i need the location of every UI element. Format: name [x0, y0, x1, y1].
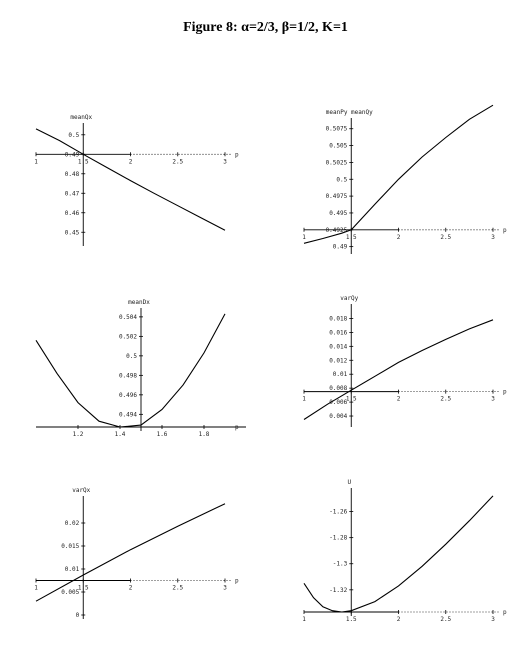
- x-axis-label: p: [503, 388, 507, 396]
- chart-meanDx: [30, 290, 245, 438]
- x-tick-label: 1: [302, 395, 306, 403]
- x-tick-label: 1.5: [345, 395, 357, 403]
- y-tick-label: 0.015: [61, 543, 80, 550]
- figure-title: Figure 8: α=2/3, β=1/2, K=1: [183, 20, 348, 35]
- x-axis-label: p: [235, 424, 239, 431]
- y-tick-label: 0.5075: [325, 125, 348, 133]
- y-tick-label: -1.26: [329, 508, 348, 516]
- x-axis-label: p: [235, 151, 239, 159]
- x-tick-label: 1.8: [198, 431, 210, 438]
- x-tick-label: 1.5: [77, 158, 89, 166]
- x-tick-label: 1: [34, 158, 38, 166]
- y-tick-label: 0.006: [329, 399, 348, 407]
- chart-meanPy-meanQy: [298, 100, 513, 258]
- y-tick-label: 0.502: [118, 333, 137, 341]
- y-tick-label: 0.005: [61, 589, 80, 596]
- chart-U: [298, 470, 513, 623]
- x-tick-label: 1: [302, 233, 306, 241]
- y-tick-label: 0.498: [118, 372, 137, 380]
- y-axis-label: meanPy meanQy: [325, 109, 373, 116]
- x-tick-label: 1.6: [156, 431, 168, 438]
- y-axis-label: varQy: [340, 295, 359, 302]
- y-tick-label: 0.49: [332, 243, 348, 251]
- y-tick-label: 0.018: [329, 315, 348, 323]
- x-tick-label: 2.5: [440, 395, 452, 403]
- y-tick-label: 0.49: [64, 151, 80, 159]
- chart-varQx: [30, 478, 245, 623]
- y-axis-label: meanQx: [70, 114, 93, 121]
- y-tick-label: 0.495: [329, 209, 348, 217]
- x-tick-label: 2: [396, 616, 401, 623]
- y-tick-label: 0.45: [64, 229, 80, 237]
- y-tick-label: 0.5: [126, 352, 137, 360]
- x-tick-label: 2: [128, 584, 133, 592]
- y-tick-label: 0: [75, 612, 80, 619]
- x-axis-label: p: [235, 577, 239, 585]
- y-axis-label: U: [347, 479, 352, 486]
- x-tick-label: 3: [491, 616, 495, 623]
- x-tick-label: 1.5: [345, 233, 357, 241]
- y-tick-label: -1.32: [329, 586, 348, 594]
- y-axis-label: meanDx: [128, 299, 150, 306]
- x-tick-label: 1: [34, 584, 38, 592]
- x-tick-label: 3: [223, 584, 227, 592]
- x-tick-label: 2.5: [172, 158, 184, 166]
- y-tick-label: 0.46: [64, 209, 80, 217]
- x-tick-label: 2.5: [440, 233, 452, 241]
- y-tick-label: 0.5: [336, 176, 348, 184]
- x-tick-label: 2.5: [440, 616, 452, 623]
- y-tick-label: 0.48: [64, 170, 80, 178]
- x-tick-label: 3: [491, 233, 495, 241]
- x-tick-label: 1.4: [114, 431, 126, 438]
- x-tick-label: 2: [128, 158, 133, 166]
- chart-meanQx: [30, 105, 245, 250]
- y-tick-label: 0.004: [329, 413, 348, 421]
- series-line: [36, 314, 225, 427]
- y-tick-label: -1.3: [332, 560, 348, 568]
- x-axis-label: p: [503, 609, 507, 616]
- y-tick-label: 0.01: [64, 566, 80, 573]
- y-tick-label: 0.494: [118, 411, 137, 419]
- y-tick-label: -1.28: [329, 534, 348, 542]
- y-tick-label: 0.016: [329, 329, 348, 337]
- y-tick-label: 0.47: [64, 190, 80, 198]
- y-tick-label: 0.01: [332, 371, 348, 379]
- x-tick-label: 2.5: [172, 584, 184, 592]
- y-tick-label: 0.014: [329, 343, 348, 351]
- y-tick-label: 0.504: [118, 313, 137, 321]
- y-axis-label: varQx: [72, 487, 91, 494]
- x-tick-label: 1.5: [77, 584, 89, 592]
- y-tick-label: 0.5: [68, 131, 80, 139]
- x-tick-label: 1.5: [345, 616, 357, 623]
- x-tick-label: 3: [223, 158, 227, 166]
- chart-varQy: [298, 286, 513, 431]
- y-tick-label: 0.008: [329, 385, 348, 393]
- x-tick-label: 1.2: [72, 431, 84, 438]
- x-tick-label: 1: [302, 616, 306, 623]
- y-tick-label: 0.012: [329, 357, 348, 365]
- y-tick-label: 0.496: [118, 391, 137, 399]
- y-tick-label: 0.02: [64, 520, 80, 527]
- y-tick-label: 0.4975: [325, 193, 348, 201]
- x-tick-label: 3: [491, 395, 495, 403]
- y-tick-label: 0.505: [329, 142, 348, 150]
- x-tick-label: 2: [396, 395, 401, 403]
- y-tick-label: 0.4925: [325, 226, 348, 234]
- x-tick-label: 2: [396, 233, 401, 241]
- y-tick-label: 0.5025: [325, 159, 348, 167]
- x-axis-label: p: [503, 226, 507, 234]
